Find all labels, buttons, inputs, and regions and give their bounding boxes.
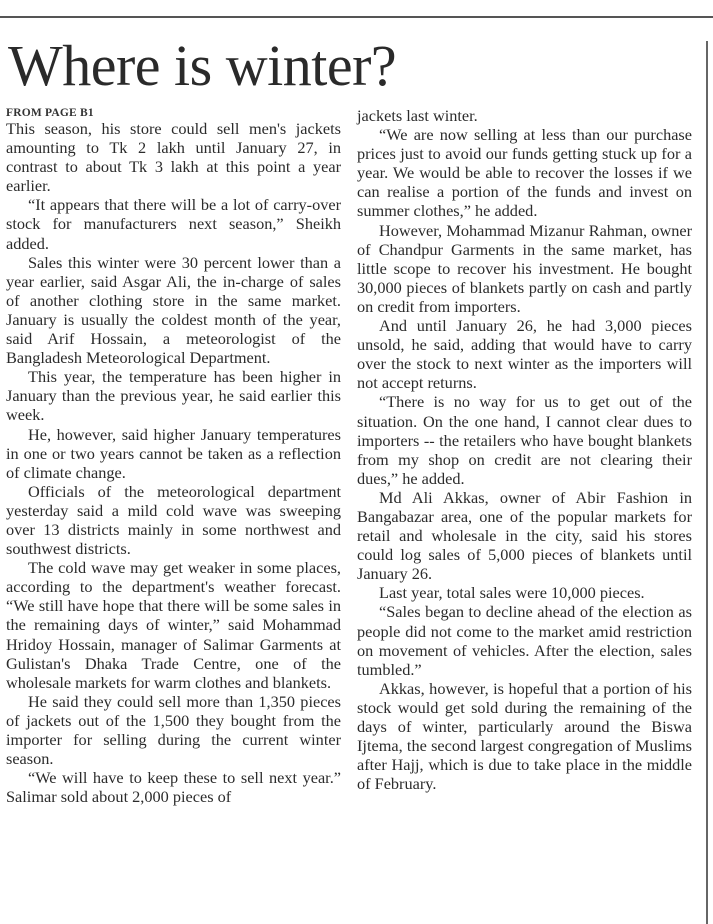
paragraph: Officials of the meteorological department yesterday said a mild cold wave was sweeping over 13 districts mainly in some northwest and southwest districts.	[6, 481, 341, 559]
paragraph: He said they could sell more than 1,350 pieces of jackets out of the 1,500 they bought from the importer for selling during the current winter season.	[6, 691, 341, 769]
paragraph: The cold wave may get weaker in some places, according to the department's weather forecast. “We still have hope that there will be some sales in the remaining days of winter,” said Mohammad Hridoy Hossain, manager of Salimar Garments at Gulistan's Dhaka Trade Centre, one of the wholesale markets for warm clothes and blankets.	[6, 558, 341, 692]
paragraph: “We are now selling at less than our purchase prices just to avoid our funds getting stuck up for a year. We would be able to recover the losses if we can realise a portion of the funds and invest on summer clothes,” he added.	[357, 125, 692, 221]
paragraph: “There is no way for us to get out of the situation. On the one hand, I cannot clear dues to importers -- the retailers who have bought blankets from my shop on credit are not clearing their dues,” he added.	[357, 392, 692, 488]
paragraph: He, however, said higher January temperatures in one or two years cannot be taken as a reflection of climate change.	[6, 424, 341, 482]
paragraph: Sales this winter were 30 percent lower than a year earlier, said Asgar Ali, the in-charge of sales of another clothing store in the same market. January is usually the coldest month of the year, said Arif Hossain, a meteorologist of the Bangladesh Meteorological Department.	[6, 252, 341, 368]
paragraph: jackets last winter.	[357, 106, 478, 125]
article-column-right	[357, 106, 692, 793]
paragraph: Md Ali Akkas, owner of Abir Fashion in Bangabazar area, one of the popular markets for retail and wholesale in the city, said his stores could log sales of 5,000 pieces of blankets until January 26.	[357, 487, 692, 584]
paragraph: This year, the temperature has been higher in January than the previous year, he said earlier this week.	[6, 367, 341, 425]
article-headline: Where is winter?	[8, 33, 397, 98]
paragraph: “Sales began to decline ahead of the election as people did not come to the market amid restriction on movement of vehicles. After the election, sales tumbled.”	[357, 602, 692, 679]
paragraph: However, Mohammad Mizanur Rahman, owner of Chandpur Garments in the same market, has little scope to recover his investment. He bought 30,000 pieces of blankets partly on cash and partly on credit from importers.	[357, 220, 692, 316]
jump-line: FROM PAGE B1	[6, 107, 94, 119]
paragraph: Last year, total sales were 10,000 pieces.	[379, 583, 645, 603]
paragraph: This season, his store could sell men's jackets amounting to Tk 2 lakh until January 27, in contrast to about Tk 3 lakh at this point a year earlier.	[6, 119, 341, 196]
article-column-left	[6, 106, 341, 806]
column-divider-line	[706, 41, 708, 924]
paragraph: “We will have to keep these to sell next year.” Salimar sold about 2,000 pieces of	[6, 768, 341, 807]
paragraph: And until January 26, he had 3,000 pieces unsold, he said, adding that would have to carry over the stock to next winter as the importers will not accept returns.	[357, 316, 692, 393]
paragraph: Akkas, however, is hopeful that a portion of his stock would get sold during the remaining of the days of winter, particularly around the Biswa Ijtema, the second largest congregation of Muslims after Hajj, which is due to take place in the middle of February.	[357, 678, 692, 794]
paragraph: “It appears that there will be a lot of carry-over stock for manufacturers next season,” Sheikh added.	[6, 195, 341, 253]
top-rule-divider	[0, 16, 713, 18]
